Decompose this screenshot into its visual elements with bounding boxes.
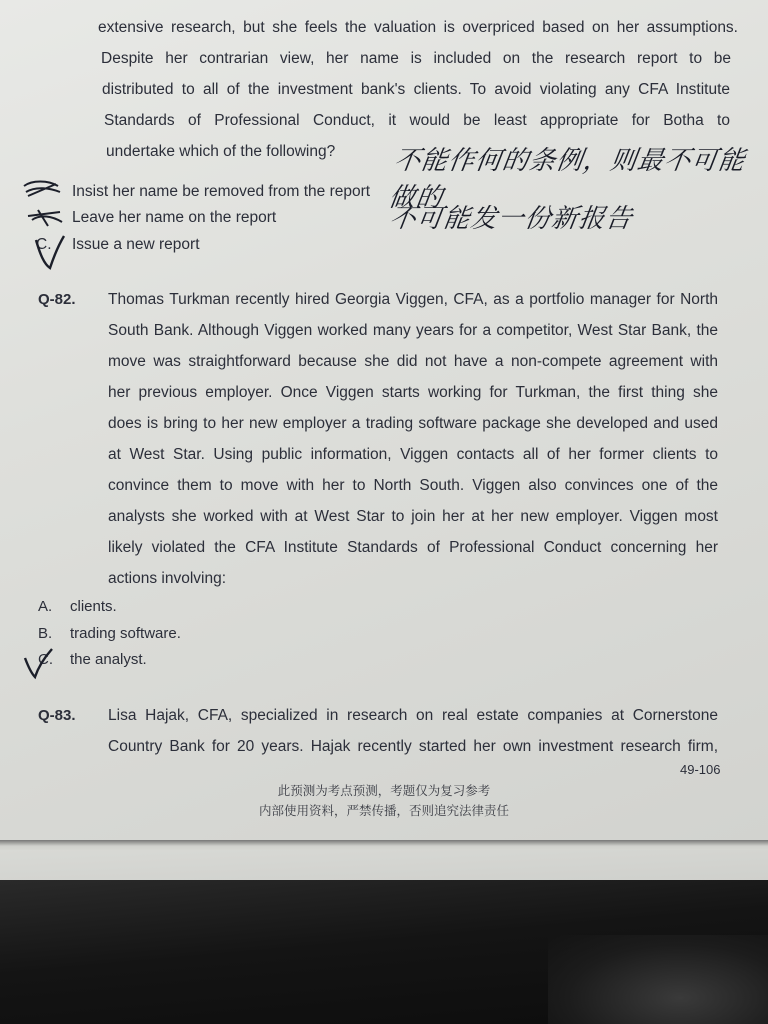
prev-question-line: extensive research, but she feels the valuation is overpriced based on her assumptions. bbox=[98, 19, 738, 36]
q82-option-a-letter: A. bbox=[38, 598, 53, 615]
question-82-line: Thomas Turkman recently hired Georgia Viggen, CFA, as a portfolio manager for North bbox=[108, 291, 718, 308]
page-edge bbox=[0, 840, 768, 850]
question-83-line: Country Bank for 20 years. Hajak recently started her own investment research firm, bbox=[108, 738, 718, 755]
handwritten-note-1: 不能作何的条例，则最不可能做的 bbox=[386, 146, 748, 213]
question-82-line: likely violated the CFA Institute Standards of Professional Conduct concerning her bbox=[108, 539, 718, 556]
footer-line-2: 内部使用资料，严禁传播，否则追究法律责任 bbox=[258, 803, 509, 818]
prev-question-line: Standards of Professional Conduct, it would be least appropriate for Botha to bbox=[104, 112, 730, 129]
prev-question-line: distributed to all of the investment bank's clients. To avoid violating any CFA Institute bbox=[102, 81, 730, 98]
q82-option-b-text: trading software. bbox=[70, 625, 181, 642]
question-82-text bbox=[108, 284, 718, 594]
prev-question-line: Despite her contrarian view, her name is included on the research report to be bbox=[101, 50, 731, 67]
q82-option-a bbox=[38, 598, 117, 615]
question-82-line: does is bring to her new employer a trading software package she developed and used bbox=[108, 415, 718, 432]
question-82-line: analysts she worked with at West Star to join her at her new employer. Viggen most bbox=[108, 508, 718, 525]
question-number-83: Q-83. bbox=[38, 707, 76, 724]
question-82-line: actions involving: bbox=[108, 570, 227, 587]
question-82-line: at West Star. Using public information, Viggen contacts all of her former clients to bbox=[108, 446, 718, 463]
q82-option-b-letter: B. bbox=[38, 625, 53, 642]
page-number: 49-106 bbox=[680, 762, 721, 777]
dark-background bbox=[0, 880, 768, 1024]
handwritten-note-2: 不可能发一份新报告 bbox=[387, 204, 635, 234]
question-82-line: convince them to move with her to North South. Viggen also convinces one of the bbox=[108, 477, 718, 494]
prev-option-a-text: Insist her name be removed from the report bbox=[72, 183, 371, 200]
prev-option-c bbox=[36, 229, 200, 260]
prev-option-b-text: Leave her name on the report bbox=[72, 209, 277, 226]
question-82-line: South Bank. Although Viggen worked many years for a competitor, West Star Bank, the bbox=[108, 322, 718, 339]
q82-option-a-text: clients. bbox=[70, 598, 117, 615]
question-number-82: Q-82. bbox=[38, 291, 76, 308]
footer-line-1: 此预测为考点预测，考题仅为复习参考 bbox=[277, 783, 491, 798]
question-82-line: her previous employer. Once Viggen starts working for Turkman, the first thing she bbox=[108, 384, 718, 401]
q82-option-c-letter: C. bbox=[38, 651, 53, 668]
question-82-line: move was straightforward because she did not have a non-compete agreement with bbox=[108, 353, 718, 370]
prev-option-c-text: Issue a new report bbox=[72, 236, 200, 253]
question-83-line: Lisa Hajak, CFA, specialized in research on real estate companies at Cornerstone bbox=[108, 707, 718, 724]
scribble-marks-icon bbox=[18, 176, 70, 276]
prev-question-line: undertake which of the following? bbox=[106, 143, 336, 160]
q82-option-c-text: the analyst. bbox=[70, 651, 147, 668]
q82-option-b bbox=[38, 625, 181, 642]
question-83-text bbox=[108, 700, 718, 762]
answer-check-icon bbox=[22, 646, 56, 680]
prev-option-c-letter: C. bbox=[36, 236, 52, 253]
